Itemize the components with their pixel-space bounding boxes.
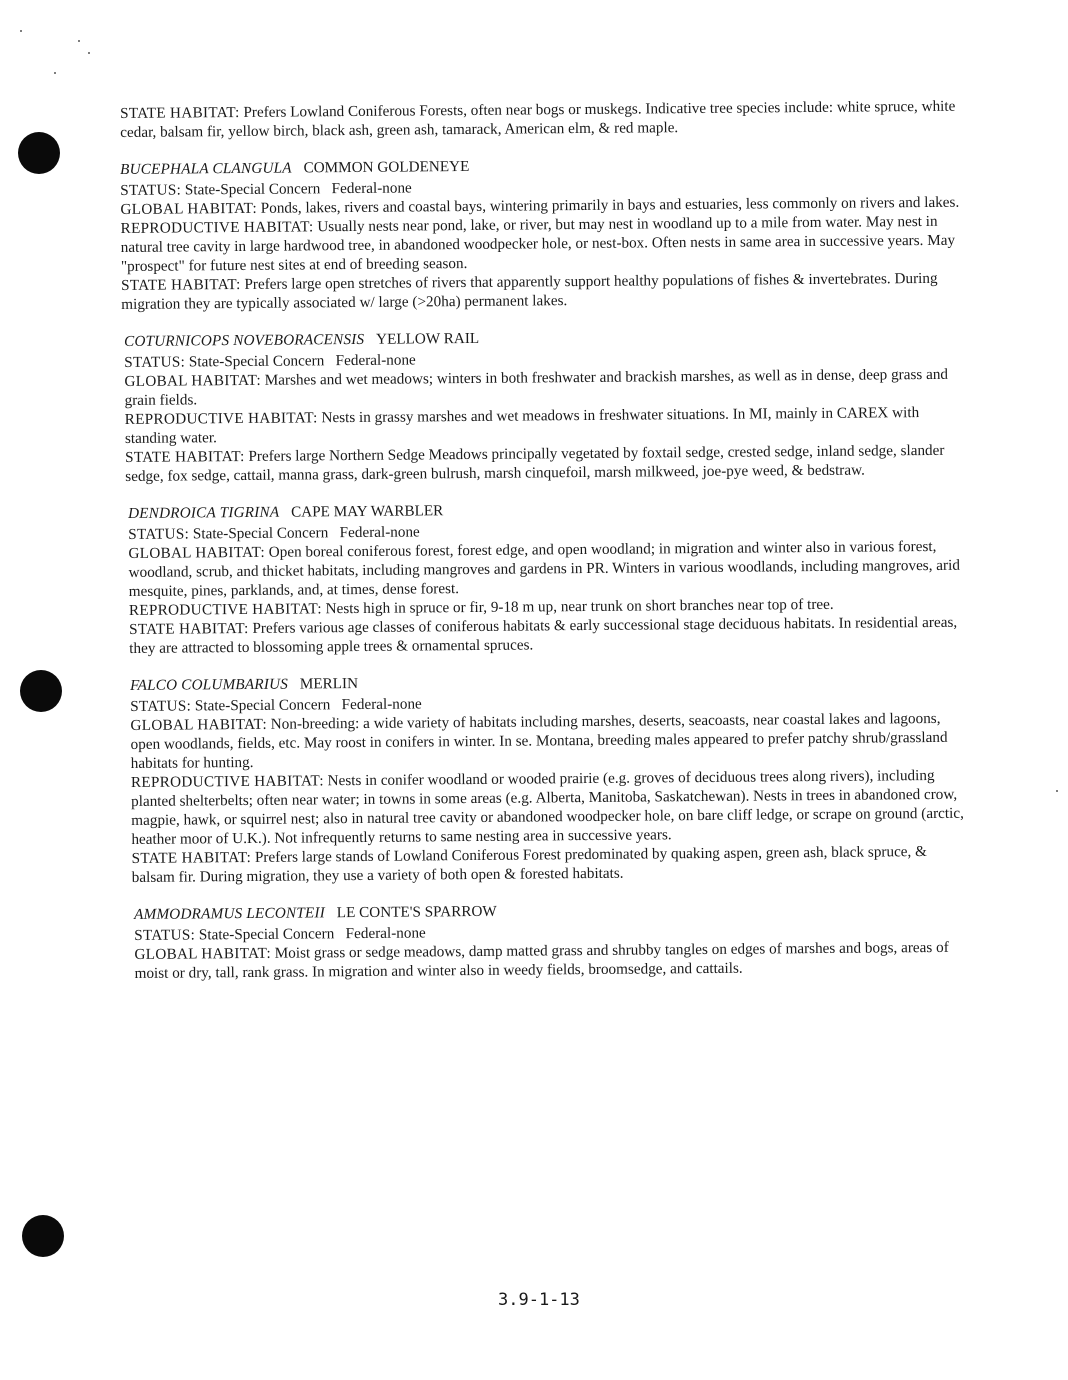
field-text: Prefers various age classes of coniferous habitats & early successional stage deciduous habitats. In residential areas, they are attracted to blossoming apple trees & ornamental spruces. xyxy=(129,613,958,657)
scan-speck xyxy=(54,72,56,74)
common-name: MERLIN xyxy=(299,675,359,693)
field-text: Prefers Lowland Coniferous Forests, often near bogs or muskegs. Indicative tree species include: white spruce, white cedar, balsam fir, yellow birch, black ash, green ash, tamarack, American elm, & red maple. xyxy=(120,97,956,141)
field-text: State-Special Concern Federal-none xyxy=(184,179,412,199)
field-text: State-Special Concern Federal-none xyxy=(192,523,420,543)
field-label: REPRODUCTIVE HABITAT: xyxy=(130,772,324,791)
page-number: 3.9-1-13 xyxy=(498,1290,580,1310)
field-text: Open boreal coniferous forest, forest edge, and open woodland; in migration and winter also in various forest, woodland, scrub, and thicket habitats, including mangroves and gardens in PR. Winters in various woodlands, including mangroves, arid mesquite, pines, parklands, and, at times, dense forest. xyxy=(128,537,960,600)
field-label: STATUS: xyxy=(128,525,190,543)
species-entry xyxy=(130,669,972,887)
species-entry xyxy=(124,325,971,486)
common-name: CAPE MAY WARBLER xyxy=(291,502,444,521)
field-text: Ponds, lakes, rivers and coastal bays, wintering primarily in bays and estuaries, less commonly on rivers and lakes. xyxy=(260,193,960,217)
field-label: STATE HABITAT: xyxy=(125,447,245,466)
field-text: Nests high in spruce or fir, 9-18 m up, near trunk on short branches near top of tree. xyxy=(325,595,834,618)
field-label: STATE HABITAT: xyxy=(129,619,249,638)
common-name: COMMON GOLDENEYE xyxy=(303,157,470,177)
field-label: REPRODUCTIVE HABITAT: xyxy=(128,600,322,619)
field-text: Prefers large Northern Sedge Meadows principally vegetated by foxtail sedge, crested sedge, inland sedge, slander sedge, fox sedge, cattail, manna grass, dark-green bulrush, marsh cinquefoil, marsh milkweed, joe-pye weed, & bedstraw. xyxy=(125,441,945,485)
scientific-name: DENDROICA TIGRINA xyxy=(128,503,280,522)
global-habitat-line xyxy=(130,709,970,773)
document-body xyxy=(120,97,970,1001)
scientific-name: AMMODRAMUS LECONTEII xyxy=(134,904,326,923)
field-label: STATUS: xyxy=(130,697,192,715)
field-label: STATE HABITAT: xyxy=(120,103,240,122)
binder-hole-top xyxy=(18,132,60,174)
field-text: Nests in conifer woodland or wooded prairie (e.g. groves of deciduous trees along rivers), including planted shelterbelts; often near water; in towns in some areas (e.g. Alberta, Manitoba, Saskatchewan). Nests in trees in abandoned crow, magpie, hawk, or squirrel nest; also in natural tree cavity or abandoned woodpecker hole, on bare cliff ledge, or scrape on ground (arctic, heather moor of U.K.). Not infrequently returns to same nesting area in successive years. xyxy=(131,766,964,848)
scientific-name: FALCO COLUMBARIUS xyxy=(130,675,289,694)
field-text: Marshes and wet meadows; winters in both freshwater and brackish marshes, as well as in dense, deep grass and grain fields. xyxy=(124,365,949,409)
scan-speck xyxy=(78,40,80,42)
scan-speck xyxy=(88,52,90,54)
scan-speck xyxy=(20,30,22,32)
field-label: GLOBAL HABITAT: xyxy=(124,371,262,390)
reproductive-habitat-line xyxy=(121,212,971,276)
field-label: STATUS: xyxy=(124,353,186,371)
field-label: GLOBAL HABITAT: xyxy=(130,715,268,734)
species-entry xyxy=(120,153,971,314)
common-name: YELLOW RAIL xyxy=(375,329,480,348)
field-label: GLOBAL HABITAT: xyxy=(128,543,266,562)
state-habitat-line xyxy=(132,842,972,887)
species-entry xyxy=(128,497,971,658)
field-label: STATUS: xyxy=(134,926,196,944)
global-habitat-line xyxy=(134,938,970,983)
scan-speck xyxy=(1056,790,1058,792)
field-text: Non-breeding: a wide variety of habitats including marshes, deserts, seacoasts, near coastal lakes and lagoons, open woodlands, fields, etc. May roost in conifers in winter. In se. Montana, breeding males appeared to prefer patchy shrub/grassland habitats for hunting. xyxy=(130,709,948,772)
field-label: STATUS: xyxy=(120,181,182,199)
state-habitat-line xyxy=(125,441,971,486)
field-text: Prefers large stands of Lowland Coniferous Forest predominated by quaking aspen, green ash, black spruce, & balsam fir. During migration, they use a variety of both open & forested habitats. xyxy=(131,843,927,886)
species-entry xyxy=(134,898,971,983)
field-text: State-Special Concern Federal-none xyxy=(198,924,426,944)
state-habitat-line xyxy=(121,269,971,314)
global-habitat-line xyxy=(128,537,970,601)
binder-hole-middle xyxy=(20,670,62,712)
common-name: LE CONTE'S SPARROW xyxy=(336,902,497,922)
binder-hole-bottom xyxy=(22,1215,64,1257)
field-label: STATE HABITAT: xyxy=(121,275,241,294)
state-habitat-line xyxy=(120,97,970,142)
species-entry xyxy=(120,97,970,142)
scientific-name: BUCEPHALA CLANGULA xyxy=(120,159,292,178)
field-text: Nests in grassy marshes and wet meadows in freshwater situations. In MI, mainly in CAREX with standing water. xyxy=(124,404,920,447)
field-label: GLOBAL HABITAT: xyxy=(134,944,272,963)
field-text: Moist grass or sedge meadows, damp matted grass and shrubby tangles on edges of marshes and bogs, areas of moist or dry, tall, rank grass. In migration and winter also in weedy fields, broomsedge, and cattails. xyxy=(134,938,949,982)
field-label: STATE HABITAT: xyxy=(131,848,252,867)
reproductive-habitat-line xyxy=(131,766,972,849)
field-label: GLOBAL HABITAT: xyxy=(120,199,258,218)
scientific-name: COTURNICOPS NOVEBORACENSIS xyxy=(124,330,365,350)
state-habitat-line xyxy=(129,613,971,658)
field-text: State-Special Concern Federal-none xyxy=(188,351,416,371)
field-text: Usually nests near pond, lake, or river, but may nest in woodland up to a mile from water. May nest in natural tree cavity in large hardwood tree, in abandoned woodpecker hole, or nest-box. Often nests in same area in successive years. May "prospect" for future nest sites at end of breeding season. xyxy=(120,212,956,275)
field-text: Prefers large open stretches of rivers that apparently support healthy populations of fishes & invertebrates. During migration they are typically associated w/ large (>20ha) permanent lakes. xyxy=(121,269,938,313)
field-label: REPRODUCTIVE HABITAT: xyxy=(120,218,314,237)
field-label: REPRODUCTIVE HABITAT: xyxy=(124,409,318,428)
field-text: State-Special Concern Federal-none xyxy=(194,695,422,715)
